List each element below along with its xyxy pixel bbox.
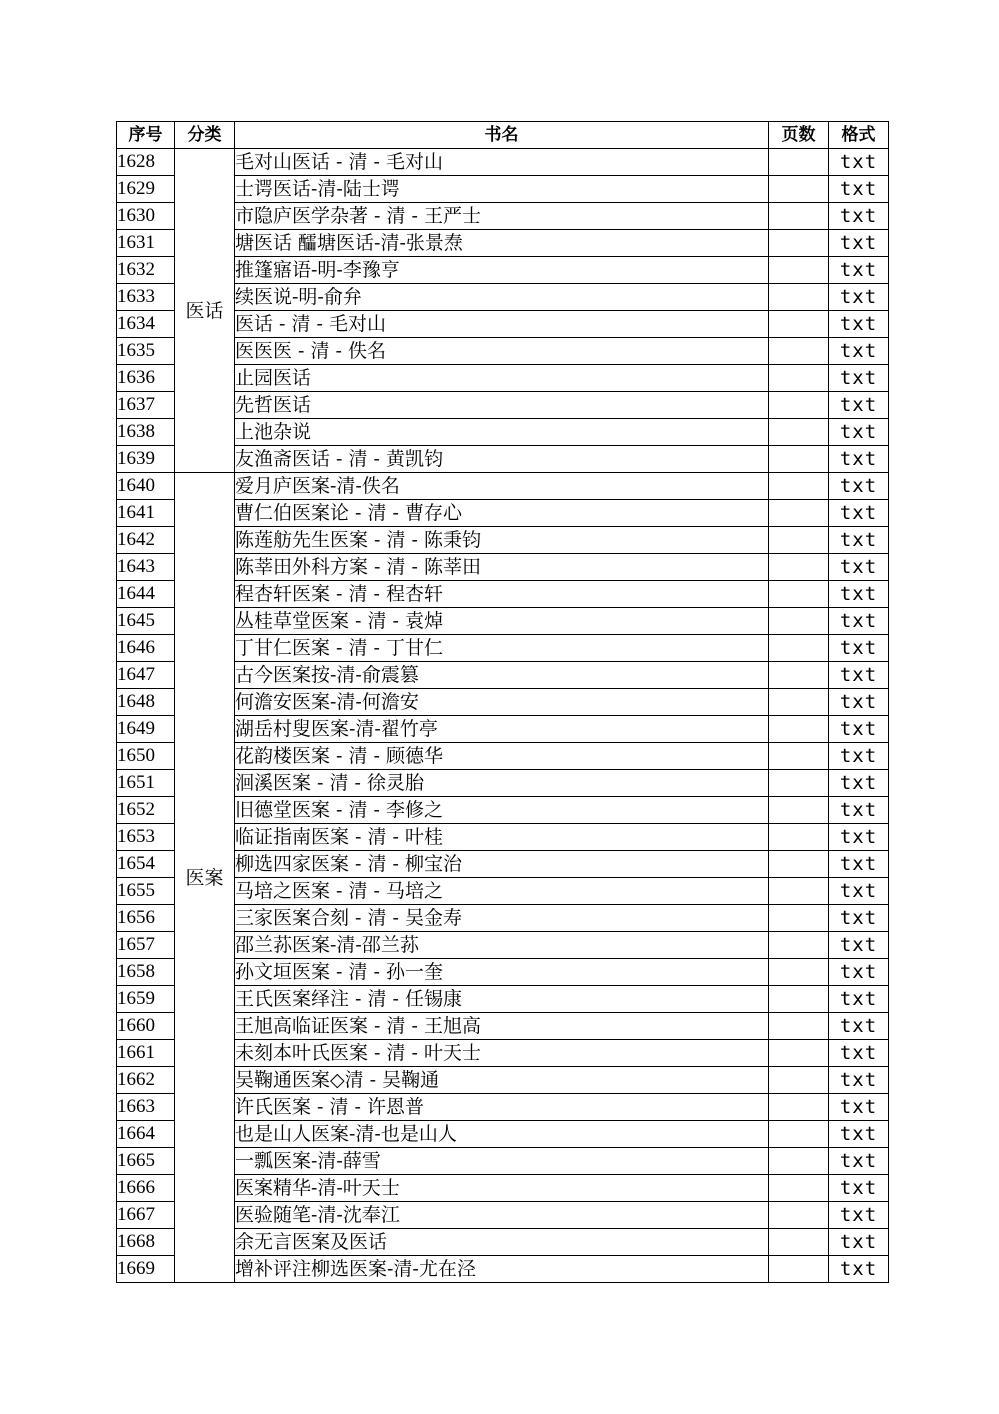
cell-book-title: 医医医 - 清 - 佚名 [235, 338, 769, 365]
cell-pages [769, 554, 829, 581]
cell-format: txt [829, 419, 889, 446]
cell-number: 1642 [117, 527, 175, 554]
header-pages: 页数 [769, 122, 829, 149]
cell-format: txt [829, 257, 889, 284]
cell-pages [769, 1094, 829, 1121]
cell-format: txt [829, 1121, 889, 1148]
cell-book-title: 毛对山医话 - 清 - 毛对山 [235, 149, 769, 176]
cell-number: 1653 [117, 824, 175, 851]
cell-pages [769, 527, 829, 554]
cell-number: 1628 [117, 149, 175, 176]
cell-number: 1629 [117, 176, 175, 203]
cell-book-title: 医案精华-清-叶天士 [235, 1175, 769, 1202]
cell-pages [769, 338, 829, 365]
cell-number: 1644 [117, 581, 175, 608]
cell-book-title: 王旭高临证医案 - 清 - 王旭高 [235, 1013, 769, 1040]
cell-book-title: 陈莘田外科方案 - 清 - 陈莘田 [235, 554, 769, 581]
cell-number: 1645 [117, 608, 175, 635]
cell-book-title: 一瓢医案-清-薛雪 [235, 1148, 769, 1175]
cell-format: txt [829, 986, 889, 1013]
cell-format: txt [829, 662, 889, 689]
cell-pages [769, 1256, 829, 1283]
cell-format: txt [829, 1175, 889, 1202]
cell-category: 医案 [175, 473, 235, 1283]
cell-book-title: 上池杂说 [235, 419, 769, 446]
cell-pages [769, 392, 829, 419]
cell-format: txt [829, 905, 889, 932]
cell-format: txt [829, 203, 889, 230]
cell-book-title: 市隐庐医学杂著 - 清 - 王严士 [235, 203, 769, 230]
cell-pages [769, 257, 829, 284]
cell-format: txt [829, 797, 889, 824]
cell-format: txt [829, 1094, 889, 1121]
cell-pages [769, 473, 829, 500]
cell-format: txt [829, 743, 889, 770]
cell-pages [769, 770, 829, 797]
cell-number: 1657 [117, 932, 175, 959]
cell-book-title: 士谔医话-清-陆士谔 [235, 176, 769, 203]
cell-format: txt [829, 392, 889, 419]
cell-format: txt [829, 1040, 889, 1067]
cell-format: txt [829, 824, 889, 851]
cell-number: 1668 [117, 1229, 175, 1256]
header-row [117, 122, 889, 149]
cell-format: txt [829, 1013, 889, 1040]
cell-format: txt [829, 581, 889, 608]
cell-book-title: 爱月庐医案-清-佚名 [235, 473, 769, 500]
cell-pages [769, 500, 829, 527]
cell-format: txt [829, 311, 889, 338]
cell-book-title: 陈莲舫先生医案 - 清 - 陈秉钧 [235, 527, 769, 554]
cell-number: 1666 [117, 1175, 175, 1202]
cell-number: 1651 [117, 770, 175, 797]
cell-book-title: 友渔斋医话 - 清 - 黄凯钧 [235, 446, 769, 473]
cell-number: 1665 [117, 1148, 175, 1175]
cell-pages [769, 1229, 829, 1256]
cell-number: 1649 [117, 716, 175, 743]
cell-book-title: 也是山人医案-清-也是山人 [235, 1121, 769, 1148]
cell-format: txt [829, 1229, 889, 1256]
cell-pages [769, 176, 829, 203]
cell-pages [769, 1148, 829, 1175]
cell-pages [769, 1175, 829, 1202]
cell-number: 1664 [117, 1121, 175, 1148]
cell-format: txt [829, 635, 889, 662]
cell-pages [769, 1040, 829, 1067]
cell-book-title: 旧德堂医案 - 清 - 李修之 [235, 797, 769, 824]
cell-number: 1655 [117, 878, 175, 905]
cell-book-title: 丁甘仁医案 - 清 - 丁甘仁 [235, 635, 769, 662]
cell-format: txt [829, 851, 889, 878]
cell-pages [769, 878, 829, 905]
cell-number: 1648 [117, 689, 175, 716]
cell-format: txt [829, 1202, 889, 1229]
cell-number: 1633 [117, 284, 175, 311]
cell-book-title: 马培之医案 - 清 - 马培之 [235, 878, 769, 905]
cell-format: txt [829, 959, 889, 986]
cell-book-title: 湖岳村叟医案-清-翟竹亭 [235, 716, 769, 743]
cell-number: 1634 [117, 311, 175, 338]
cell-pages [769, 716, 829, 743]
cell-number: 1640 [117, 473, 175, 500]
table-row [117, 149, 889, 176]
cell-book-title: 推篷寤语-明-李豫亨 [235, 257, 769, 284]
cell-pages [769, 365, 829, 392]
cell-format: txt [829, 230, 889, 257]
cell-book-title: 柳选四家医案 - 清 - 柳宝治 [235, 851, 769, 878]
cell-format: txt [829, 689, 889, 716]
cell-pages [769, 959, 829, 986]
cell-number: 1635 [117, 338, 175, 365]
book-catalog-table [116, 121, 889, 1283]
cell-number: 1656 [117, 905, 175, 932]
cell-pages [769, 689, 829, 716]
cell-book-title: 程杏轩医案 - 清 - 程杏轩 [235, 581, 769, 608]
cell-format: txt [829, 608, 889, 635]
cell-format: txt [829, 365, 889, 392]
cell-format: txt [829, 716, 889, 743]
cell-book-title: 止园医话 [235, 365, 769, 392]
cell-format: txt [829, 554, 889, 581]
cell-pages [769, 635, 829, 662]
cell-pages [769, 905, 829, 932]
table-body [117, 149, 889, 1283]
cell-book-title: 孙文垣医案 - 清 - 孙一奎 [235, 959, 769, 986]
cell-number: 1663 [117, 1094, 175, 1121]
cell-number: 1636 [117, 365, 175, 392]
cell-pages [769, 1202, 829, 1229]
cell-book-title: 医验随笔-清-沈奉江 [235, 1202, 769, 1229]
cell-format: txt [829, 770, 889, 797]
cell-format: txt [829, 446, 889, 473]
cell-pages [769, 1067, 829, 1094]
cell-book-title: 何澹安医案-清-何澹安 [235, 689, 769, 716]
cell-number: 1639 [117, 446, 175, 473]
cell-number: 1632 [117, 257, 175, 284]
cell-book-title: 余无言医案及医话 [235, 1229, 769, 1256]
cell-number: 1631 [117, 230, 175, 257]
cell-number: 1652 [117, 797, 175, 824]
cell-format: txt [829, 1256, 889, 1283]
cell-category: 医话 [175, 149, 235, 473]
cell-pages [769, 581, 829, 608]
cell-number: 1643 [117, 554, 175, 581]
cell-number: 1660 [117, 1013, 175, 1040]
cell-number: 1630 [117, 203, 175, 230]
cell-format: txt [829, 500, 889, 527]
cell-book-title: 临证指南医案 - 清 - 叶桂 [235, 824, 769, 851]
cell-number: 1658 [117, 959, 175, 986]
cell-book-title: 吴鞠通医案◇清 - 吴鞠通 [235, 1067, 769, 1094]
cell-pages [769, 1013, 829, 1040]
cell-number: 1654 [117, 851, 175, 878]
cell-pages [769, 824, 829, 851]
cell-book-title: 丛桂草堂医案 - 清 - 袁焯 [235, 608, 769, 635]
cell-pages [769, 311, 829, 338]
cell-book-title: 增补评注柳选医案-清-尤在泾 [235, 1256, 769, 1283]
cell-book-title: 医话 - 清 - 毛对山 [235, 311, 769, 338]
cell-number: 1641 [117, 500, 175, 527]
cell-book-title: 未刻本叶氏医案 - 清 - 叶天士 [235, 1040, 769, 1067]
cell-format: txt [829, 176, 889, 203]
cell-book-title: 三家医案合刻 - 清 - 吴金寿 [235, 905, 769, 932]
cell-number: 1669 [117, 1256, 175, 1283]
cell-pages [769, 932, 829, 959]
cell-book-title: 先哲医话 [235, 392, 769, 419]
cell-format: txt [829, 932, 889, 959]
table-row [117, 473, 889, 500]
header-no: 序号 [117, 122, 175, 149]
cell-pages [769, 284, 829, 311]
cell-number: 1647 [117, 662, 175, 689]
cell-number: 1646 [117, 635, 175, 662]
cell-number: 1667 [117, 1202, 175, 1229]
cell-book-title: 塘医话 醽塘医话-清-张景焘 [235, 230, 769, 257]
cell-number: 1650 [117, 743, 175, 770]
cell-pages [769, 446, 829, 473]
cell-pages [769, 230, 829, 257]
cell-book-title: 洄溪医案 - 清 - 徐灵胎 [235, 770, 769, 797]
cell-format: txt [829, 878, 889, 905]
cell-book-title: 花韵楼医案 - 清 - 顾德华 [235, 743, 769, 770]
cell-format: txt [829, 284, 889, 311]
cell-pages [769, 743, 829, 770]
cell-format: txt [829, 1148, 889, 1175]
cell-format: txt [829, 149, 889, 176]
cell-number: 1661 [117, 1040, 175, 1067]
cell-pages [769, 419, 829, 446]
header-title: 书名 [235, 122, 769, 149]
cell-pages [769, 986, 829, 1013]
cell-pages [769, 662, 829, 689]
cell-pages [769, 149, 829, 176]
header-category: 分类 [175, 122, 235, 149]
cell-book-title: 曹仁伯医案论 - 清 - 曹存心 [235, 500, 769, 527]
cell-book-title: 续医说-明-俞弁 [235, 284, 769, 311]
cell-format: txt [829, 1067, 889, 1094]
header-format: 格式 [829, 122, 889, 149]
cell-pages [769, 1121, 829, 1148]
cell-book-title: 古今医案按-清-俞震篡 [235, 662, 769, 689]
cell-pages [769, 608, 829, 635]
cell-book-title: 邵兰荪医案-清-邵兰荪 [235, 932, 769, 959]
cell-number: 1638 [117, 419, 175, 446]
cell-book-title: 许氏医案 - 清 - 许恩普 [235, 1094, 769, 1121]
cell-format: txt [829, 473, 889, 500]
cell-pages [769, 851, 829, 878]
cell-format: txt [829, 527, 889, 554]
cell-number: 1662 [117, 1067, 175, 1094]
cell-format: txt [829, 338, 889, 365]
cell-book-title: 王氏医案绎注 - 清 - 任锡康 [235, 986, 769, 1013]
cell-number: 1659 [117, 986, 175, 1013]
cell-pages [769, 797, 829, 824]
cell-number: 1637 [117, 392, 175, 419]
cell-pages [769, 203, 829, 230]
